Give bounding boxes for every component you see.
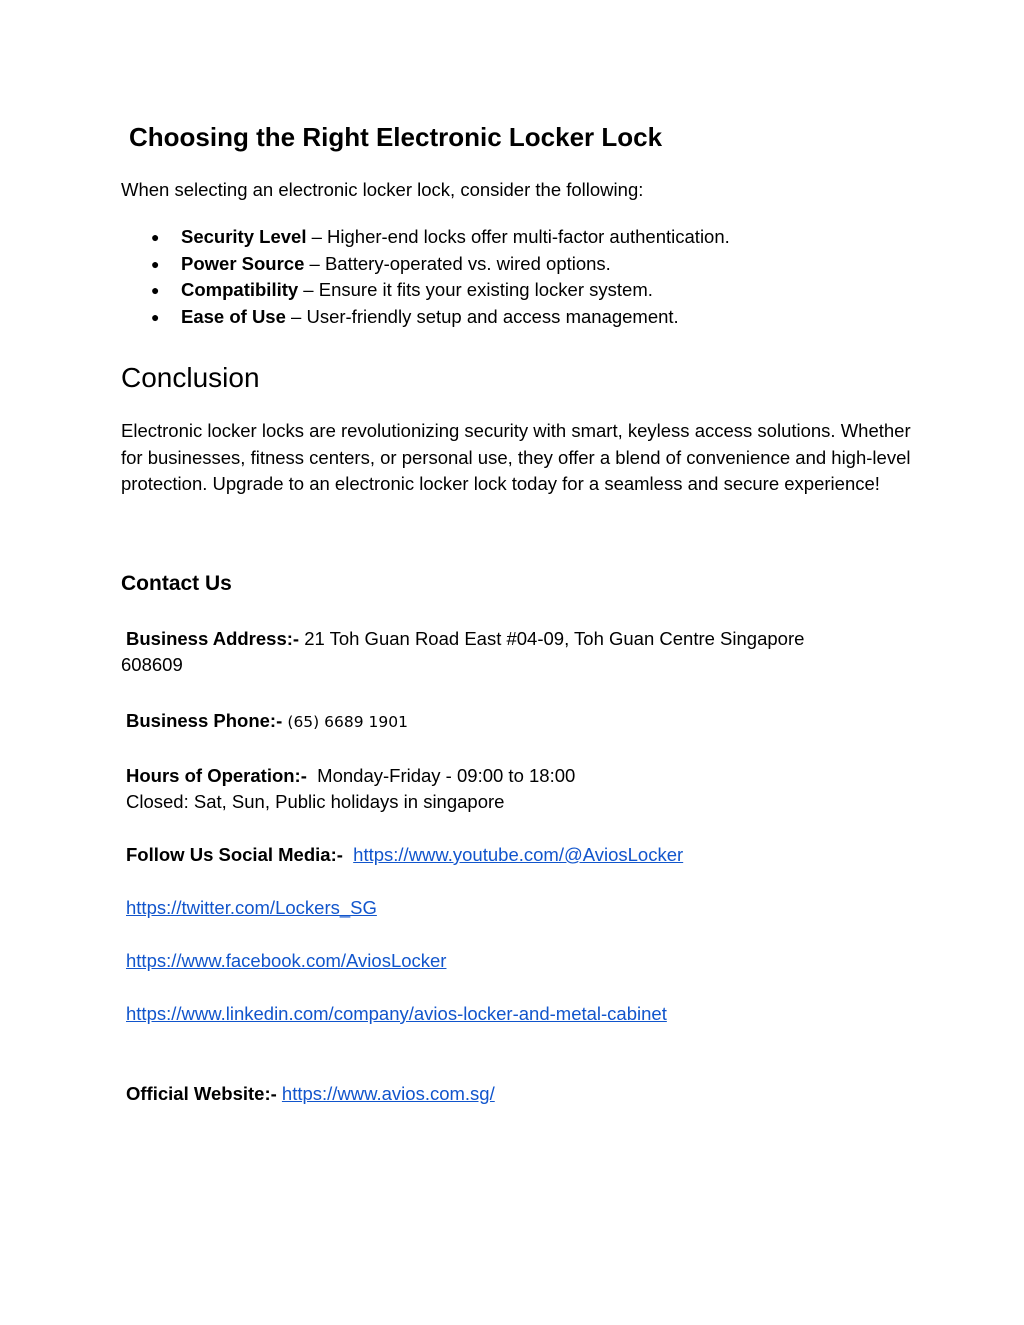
bullet-text: – Battery-operated vs. wired options. [304, 252, 611, 274]
twitter-link-text: https://twitter.com/Lockers_SG [126, 897, 377, 918]
address-label: Business Address:- [126, 628, 300, 649]
facebook-link[interactable] [121, 950, 446, 971]
linkedin-line [126, 1001, 667, 1028]
phone-line [126, 708, 408, 736]
conclusion-heading: Conclusion [121, 362, 260, 393]
conclusion-paragraph: Electronic locker locks are revolutionizing security with smart, keyless access solutions. Whether for businesses, fitness centers, or personal use, they offer a blend of convenience and high-level protection. Upgrade to an electronic locker lock today for a seamless and secure experience! [121, 420, 911, 494]
phone-value: (65) 6689 1901 [287, 713, 408, 731]
bullet-term: Compatibility [181, 279, 299, 300]
list-item [121, 224, 730, 251]
bullet-term: Ease of Use [181, 305, 286, 327]
bullet-dot-icon: ● [151, 308, 160, 325]
choosing-heading: Choosing the Right Electronic Locker Lock [129, 122, 663, 152]
website-line [126, 1081, 495, 1108]
closed-text: Closed: Sat, Sun, Public holidays in singapore [126, 791, 505, 812]
bullet-term: Power Source [181, 252, 305, 274]
bullet-dot-icon: ● [151, 255, 160, 272]
website-label: Official Website:- [126, 1083, 277, 1104]
address-value: 21 Toh Guan Road East #04-09, Toh Guan Centre Singapore [299, 628, 805, 649]
bullet-dot-icon: ● [151, 229, 160, 245]
hours-label: Hours of Operation:- [126, 765, 307, 786]
address-line [121, 626, 804, 653]
website-link[interactable]: https://www.avios.com.sg/ [281, 1083, 495, 1104]
list-item [121, 304, 730, 331]
contact-heading: Contact Us [121, 572, 232, 595]
bullet-term: Security Level [181, 226, 307, 247]
choosing-intro: When selecting an electronic locker lock, consider the following: [121, 179, 644, 200]
phone-label: Business Phone:- [126, 710, 283, 731]
bullet-text: – Ensure it fits your existing locker system. [298, 279, 653, 300]
list-item [121, 277, 730, 304]
linkedin-link[interactable]: https://www.linkedin.com/company/avios-locker-and-metal-cabinet [126, 1003, 667, 1024]
twitter-link[interactable] [121, 897, 377, 918]
hours-line [126, 763, 575, 790]
hours-value: Monday-Friday - 09:00 to 18:00 [317, 765, 576, 786]
bullet-dot-icon: ● [151, 282, 160, 298]
list-item [121, 251, 730, 278]
facebook-link-text: https://www.facebook.com/AviosLocker [126, 950, 447, 971]
social-line [126, 842, 683, 869]
bullet-text: – User-friendly setup and access management. [285, 305, 679, 327]
youtube-link[interactable]: https://www.youtube.com/@AviosLocker [353, 844, 684, 865]
twitter-line [121, 895, 377, 922]
considerations-list [121, 224, 730, 330]
address-postal: 608609 [121, 654, 183, 675]
facebook-line [121, 948, 446, 975]
bullet-text: – Higher-end locks offer multi-factor authentication. [306, 226, 730, 247]
social-label: Follow Us Social Media:- [126, 844, 343, 865]
